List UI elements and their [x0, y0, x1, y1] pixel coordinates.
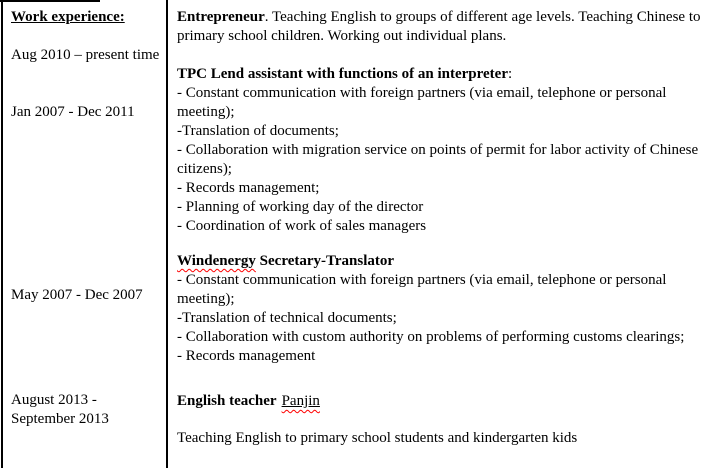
bullet-item: - Collaboration with custom authority on problems of performing customs clearings;	[177, 329, 685, 345]
job-title-english-teacher: English teacher	[177, 393, 277, 409]
bullet-item: - Planning of working day of the director	[177, 199, 424, 215]
bullet-item: - Coordination of work of sales managers	[177, 218, 427, 234]
bullet-item: -Translation of documents;	[177, 123, 339, 139]
work-experience-heading: Work experience:	[11, 9, 125, 25]
job-desc-english-teacher: Teaching English to primary school students and kindergarten kids	[177, 430, 578, 446]
job-tpc-heading	[177, 65, 709, 84]
job-block-tpc	[177, 65, 709, 236]
job-title-tpc: TPC Lend assistant with functions of an interpreter	[177, 66, 508, 82]
spellcheck-word-panjin: Panjin	[281, 393, 320, 409]
job-desc-entrepreneur: . Teaching English to groups of different age levels. Teaching Chinese to primary school children. Working out individual plans.	[177, 9, 701, 44]
period-english-teacher: August 2013 - September 2013	[11, 392, 109, 427]
job-block-windenergy	[177, 252, 709, 366]
table-left-border	[1, 0, 3, 468]
period-tpc: Jan 2007 - Dec 2011	[11, 104, 135, 120]
spellcheck-word-windenergy: Windenergy	[177, 253, 256, 269]
period-windenergy: May 2007 - Dec 2007	[11, 287, 143, 303]
job-title-windenergy	[177, 252, 709, 271]
job-title-windenergy-rest: Secretary-Translator	[255, 253, 395, 269]
job-block-english-teacher	[177, 392, 709, 448]
job-location-panjin	[282, 393, 320, 409]
table-top-border	[0, 0, 100, 2]
bullet-item: - Constant communication with foreign partners (via email, telephone or personal meeting);	[177, 85, 667, 120]
table-column-divider	[166, 0, 168, 468]
job-entrepreneur-paragraph	[177, 8, 709, 46]
job-title-tpc-colon: :	[507, 66, 513, 82]
bullet-item: - Constant communication with foreign partners (via email, telephone or personal meeting);	[177, 272, 667, 307]
bullet-item: - Collaboration with migration service on points of permit for labor activity of Chinese citizens);	[177, 142, 699, 177]
bullet-item: - Records management;	[177, 180, 320, 196]
job-teacher-heading	[177, 392, 709, 411]
period-entrepreneur: Aug 2010 – present time	[11, 47, 160, 63]
job-title-entrepreneur: Entrepreneur	[177, 9, 265, 25]
bullet-item: - Records management	[177, 348, 316, 364]
job-block-entrepreneur	[177, 8, 709, 46]
bullet-item: -Translation of technical documents;	[177, 310, 397, 326]
